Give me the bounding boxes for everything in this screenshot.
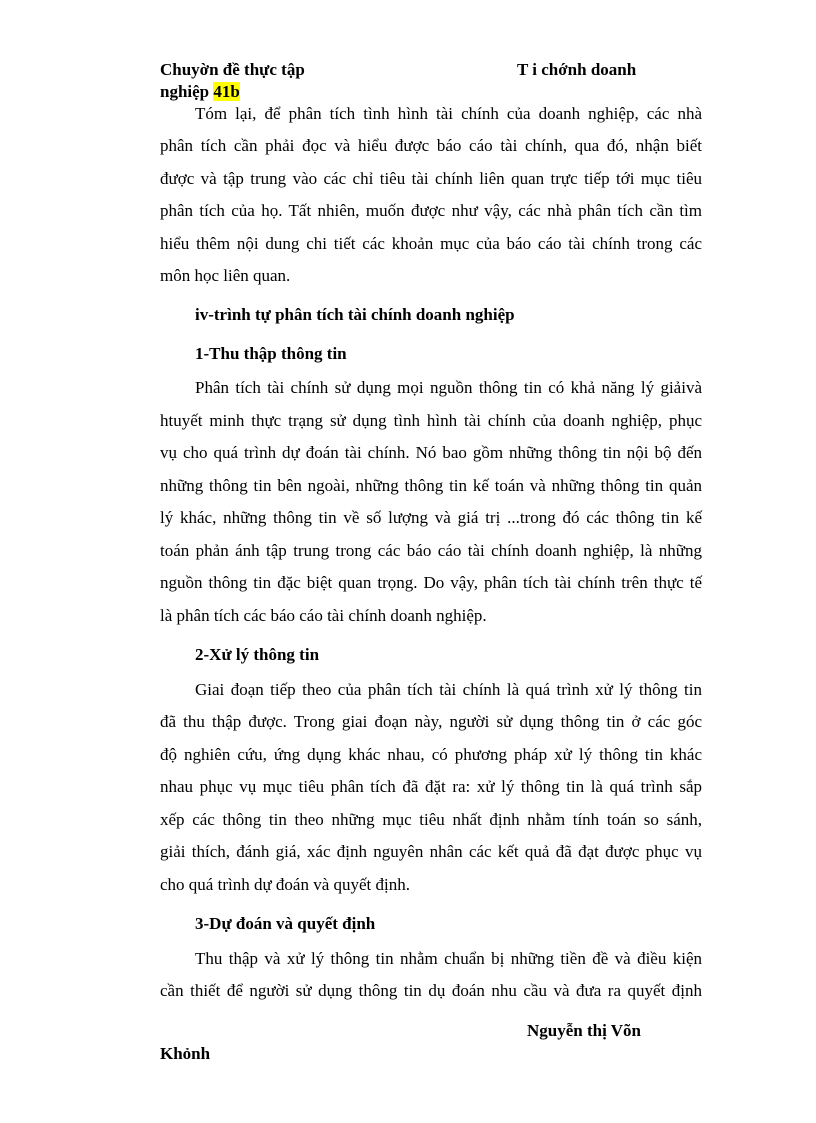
para1-line: môn học liên quan. bbox=[160, 266, 291, 285]
para3-line: nhau phục vụ mục tiêu phân tích đã đặt ra: xử lý thông tin là quá trình sắp bbox=[160, 777, 702, 796]
para1-line: phân tích của họ. Tất nhiên, muốn được như vậy, các nhà phân tích cần tìm bbox=[160, 201, 702, 220]
footer-author-cont: Khỏnh bbox=[160, 1044, 211, 1063]
para2-line: lý khác, những thông tin về số lượng và giá trị ...trong đó các thông tin kế bbox=[160, 508, 702, 527]
para1-line: hiểu thêm nội dung chi tiết các khoản mục của báo cáo tài chính trong các bbox=[160, 234, 702, 253]
heading-process-info: 2-Xử lý thông tin bbox=[195, 645, 320, 664]
para2-line: toán phản ánh tập trung trong các báo cáo tài chính doanh nghiệp, là những bbox=[160, 541, 702, 560]
heading-forecast-decide: 3-Dự đoán và quyết định bbox=[195, 914, 376, 933]
para2-line: những thông tin bên ngoài, những thông tin kế toán và những thông tin quản bbox=[160, 476, 702, 495]
header-cont-text: nghiệp bbox=[160, 82, 210, 101]
para1-line: Tóm lại, để phân tích tình hình tài chính của doanh nghiệp, các nhà bbox=[195, 104, 702, 123]
para2-line: là phân tích các báo cáo tài chính doanh nghiệp. bbox=[160, 606, 487, 625]
section-title: iv-trình tự phân tích tài chính doanh nghiệp bbox=[195, 305, 515, 324]
para2-line: Phân tích tài chính sử dụng mọi nguồn thông tin có khả năng lý giảivà bbox=[195, 378, 702, 397]
header-left: Chuyờn đề thực tập bbox=[160, 60, 305, 79]
para2-line: htuyết minh thực trạng sử dụng tình hình tài chính của doanh nghiệp, phục bbox=[160, 411, 702, 430]
para3-line: Giai đoạn tiếp theo của phân tích tài chính là quá trình xử lý thông tin bbox=[195, 680, 702, 699]
para1-line: phân tích cần phải đọc và hiểu được báo cáo tài chính, qua đó, nhận biết bbox=[160, 136, 702, 155]
header-continuation bbox=[160, 82, 240, 102]
para4-line: cần thiết để người sử dụng thông tin dụ đoán nhu cầu và đưa ra quyết định bbox=[160, 981, 702, 1000]
para3-line: xếp các thông tin theo những mục tiêu nhất định nhằm tính toán so sánh, bbox=[160, 810, 702, 829]
para2-line: vụ cho quá trình dự đoán tài chính. Nó bao gồm những thông tin nội bộ đến bbox=[160, 443, 702, 462]
header-right: T i chớnh doanh bbox=[517, 60, 637, 79]
para2-line: nguồn thông tin đặc biệt quan trọng. Do vậy, phân tích tài chính trên thực tế bbox=[160, 573, 702, 592]
footer-author: Nguyễn thị Võn bbox=[527, 1021, 641, 1040]
para4-line: Thu thập và xử lý thông tin nhằm chuẩn bị những tiền đề và điều kiện bbox=[195, 949, 702, 968]
para1-line: được và tập trung vào các chỉ tiêu tài chính liên quan trực tiếp tới mục tiêu bbox=[160, 169, 702, 188]
para3-line: cho quá trình dự đoán và quyết định. bbox=[160, 875, 410, 894]
para3-line: đã thu thập được. Trong giai đoạn này, người sử dụng thông tin ở các góc bbox=[160, 712, 702, 731]
header-highlight: 41b bbox=[213, 82, 240, 101]
para3-line: độ nghiên cứu, ứng dụng khác nhau, có phương pháp xử lý thông tin khác bbox=[160, 745, 702, 764]
para3-line: giải thích, đánh giá, xác định nguyên nhân các kết quả đã đạt được phục vụ bbox=[160, 842, 702, 861]
heading-collect-info: 1-Thu thập thông tin bbox=[195, 344, 347, 363]
